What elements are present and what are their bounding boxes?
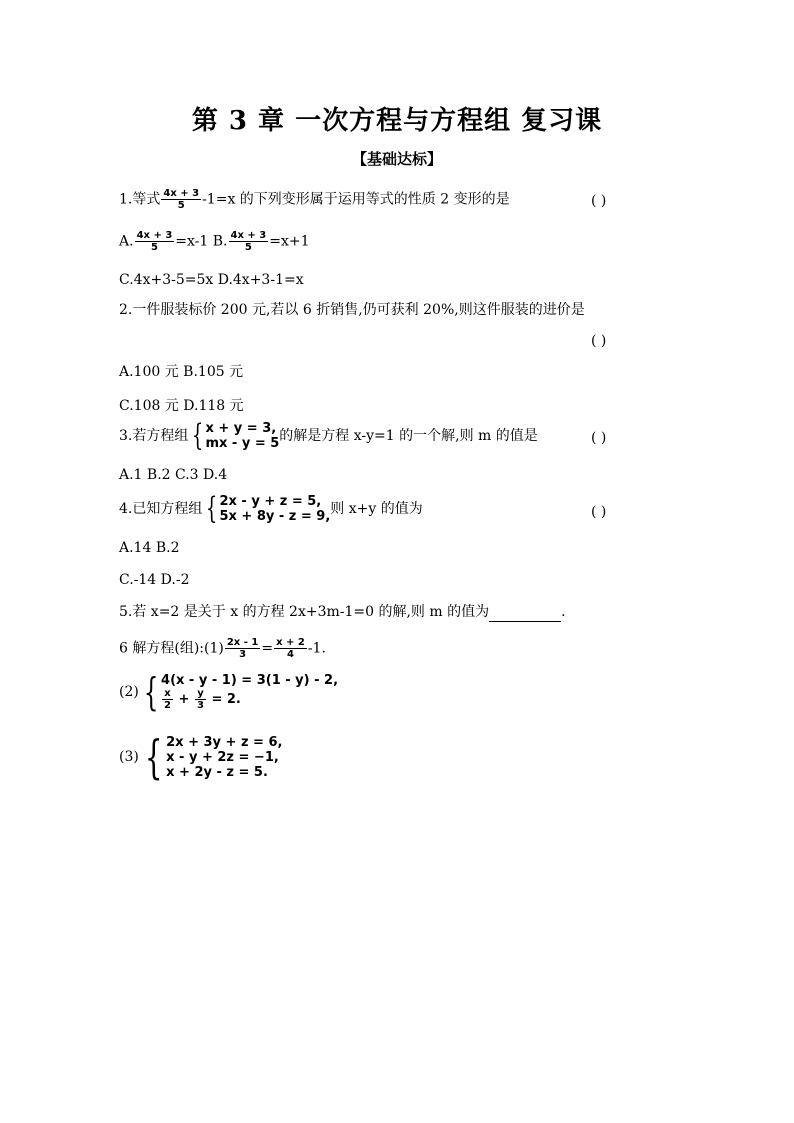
answer-paren-3: ( ) <box>591 430 607 446</box>
q6-part-2-eq2 <box>161 688 338 711</box>
frac-denominator: 5 <box>244 242 252 253</box>
q4-prefix: 4.已知方程组 <box>119 501 203 517</box>
q3-suffix: 的解是方程 x-y=1 的一个解,则 m 的值是 <box>279 428 538 444</box>
q5-text: 5.若 x=2 是关于 x 的方程 2x+3m-1=0 的解,则 m 的值为 <box>119 604 490 620</box>
brace-icon: { <box>143 670 159 714</box>
question-6 <box>119 637 326 660</box>
q6-part-2-eq1: 4(x - y - 1) = 3(1 - y) - 2, <box>161 673 339 688</box>
q1-option-b-fraction <box>229 230 269 253</box>
frac-denominator: 3 <box>239 649 247 660</box>
q3-options: A.1 B.2 C.3 D.4 <box>119 467 228 483</box>
answer-paren-4: ( ) <box>591 504 607 520</box>
q6-part-3-label: (3) <box>119 749 139 765</box>
frac-numerator: 4x + 3 <box>163 188 200 199</box>
frac-denominator: 5 <box>150 242 158 253</box>
question-2: 2.一件服装标价 200 元,若以 6 折销售,仍可获利 20%,则这件服装的进价是 <box>119 302 585 318</box>
q6-fraction-2 <box>274 637 307 660</box>
page-title: 第 3 章 一次方程与方程组 复习课 <box>191 106 603 136</box>
answer-paren-2: ( ) <box>591 333 607 349</box>
brace-icon: { <box>206 491 218 526</box>
q3-eq2: mx - y = 5 <box>205 436 280 451</box>
question-4 <box>119 491 423 526</box>
q6-part-2 <box>119 670 339 714</box>
q2-options-cd: C.108 元 D.118 元 <box>119 398 244 414</box>
q1-option-b-tail: =x+1 <box>269 233 310 250</box>
frac-numerator: 2x - 1 <box>226 637 259 648</box>
brace-icon: { <box>192 418 204 453</box>
answer-paren-1: ( ) <box>591 193 607 209</box>
frac-numerator: y <box>195 688 206 700</box>
q3-eq1: x + y = 3, <box>205 421 277 436</box>
q6-part-2-eq2-tail: = 2. <box>211 692 241 707</box>
frac-numerator: x + 2 <box>276 637 305 648</box>
q6-part-3-eq1: 2x + 3y + z = 6, <box>166 734 283 750</box>
q4-eq2: 5x + 8y - z = 9, <box>219 509 331 524</box>
q5-end: . <box>561 604 566 620</box>
q1-options-ab <box>119 230 309 253</box>
q6-tail: -1. <box>307 640 326 657</box>
section-heading: 【基础达标】 <box>351 150 442 168</box>
frac-denominator: 2 <box>164 700 171 711</box>
q6-part-3-system <box>119 730 283 784</box>
q6-part-3-eq2: x - y + 2z = −1, <box>166 749 279 765</box>
q3-prefix: 3.若方程组 <box>119 428 189 444</box>
q6-part-2-system <box>119 670 339 714</box>
frac-numerator: 4x + 3 <box>136 230 173 241</box>
q6-part-3-equations <box>166 735 282 780</box>
q3-equations <box>205 421 279 451</box>
q1-options-cd: C.4x+3-5=5x D.4x+3-1=x <box>119 272 304 288</box>
frac-numerator: 4x + 3 <box>230 230 267 241</box>
q4-system <box>119 491 423 526</box>
q4-eq1: 2x - y + z = 5, <box>219 494 322 509</box>
question-5 <box>119 602 566 622</box>
q4-options-cd: C.-14 D.-2 <box>119 572 190 588</box>
q1-option-a-tail: =x-1 B. <box>175 233 228 250</box>
frac-denominator: 3 <box>196 700 204 711</box>
frac-denominator: 5 <box>177 200 185 211</box>
frac-denominator: 4 <box>286 649 294 660</box>
q1-option-a-fraction <box>135 230 175 253</box>
q1-option-a-label: A. <box>119 233 134 250</box>
plus-sign: + <box>178 692 190 707</box>
q6-part-2-equations <box>161 673 338 711</box>
q4-options-ab: A.14 B.2 <box>119 540 180 556</box>
answer-blank[interactable] <box>489 607 561 622</box>
q4-equations <box>219 494 330 524</box>
frac-y-over-3 <box>195 688 206 711</box>
frac-numerator: x <box>162 688 173 700</box>
question-1 <box>119 188 510 211</box>
q6-part-3-eq3: x + 2y - z = 5. <box>166 764 268 780</box>
q6-part-2-label: (2) <box>119 684 139 700</box>
brace-icon: { <box>144 730 163 784</box>
q6-prefix: 6 解方程(组):(1) <box>119 640 224 657</box>
q1-fraction <box>161 188 201 211</box>
q4-suffix: 则 x+y 的值为 <box>330 501 423 517</box>
frac-x-over-2 <box>162 688 173 711</box>
q2-options-ab: A.100 元 B.105 元 <box>119 364 244 380</box>
q6-part-3 <box>119 730 283 784</box>
q1-prefix: 1.等式 <box>119 191 161 208</box>
q1-suffix: -1=x 的下列变形属于运用等式的性质 2 变形的是 <box>202 191 510 208</box>
q6-fraction-1 <box>225 637 260 660</box>
equals-sign: = <box>261 640 274 657</box>
q3-system <box>119 418 538 453</box>
question-3 <box>119 418 538 453</box>
